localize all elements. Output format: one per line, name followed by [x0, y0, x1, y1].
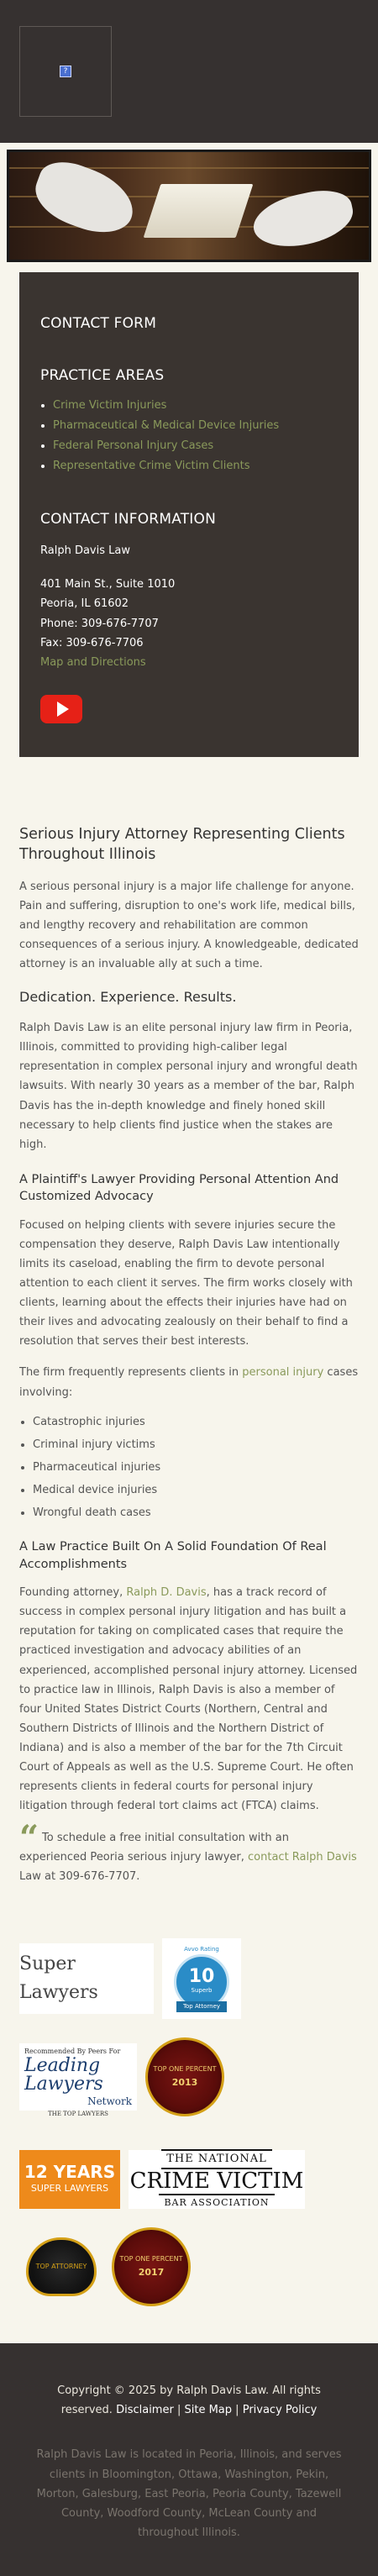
list-item: • Wrongful death cases	[33, 1505, 359, 1522]
paragraph: Founding attorney, Ralph D. Davis, has a track record of success in complex personal injury litigation and has built a reputation for taking on complicated cases that require the practiced investigation and advocacy abilities of an experienced, accomplished personal injury attorney. Licensed to practice law in Illinois, Ralph Davis is also a member of four United States District Courts (Northern, Central and Southern Districts of Illinois and the Northern District of Indiana) and is also a member of the bar for the 7th Circuit Court of Appeals as well as the U.S. Supreme Court. He often represents clients in federal courts for personal injury litigation through federal tort claims act (FTCA) claims.	[19, 1586, 358, 1813]
disclaimer-link[interactable]: Disclaimer	[116, 2403, 174, 2416]
practice-area-link[interactable]: Pharmaceutical & Medical Device Injuries	[53, 418, 280, 432]
badge-row	[19, 2227, 359, 2306]
hero-banner	[0, 143, 378, 272]
paragraph: The firm frequently represents clients in personal injury cases involving:	[19, 1366, 359, 1399]
top-one-percent-badge[interactable]: TOP ONE PERCENT 2013	[145, 2037, 224, 2116]
copyright: Copyright © 2025 by Ralph Davis Law. All rights reserved. Disclaimer | Site Map | Privacy Policy	[57, 2384, 321, 2416]
attorney-profile-link[interactable]: Ralph D. Davis	[126, 1586, 207, 1599]
site-header	[0, 0, 378, 143]
broken-image-icon: ?	[60, 66, 71, 77]
practice-areas-list	[40, 397, 338, 476]
youtube-icon[interactable]	[40, 695, 82, 723]
address-line: 401 Main St., Suite 1010	[40, 577, 176, 591]
list-item: • Criminal injury victims	[33, 1437, 359, 1454]
privacy-policy-link[interactable]: Privacy Policy	[242, 2403, 318, 2416]
list-item: • Pharmaceutical injuries	[33, 1459, 359, 1476]
section-heading: A Law Practice Built On A Solid Foundation Of Real Accomplishments	[19, 1540, 327, 1571]
avvo-rating-circle: 10 Superb	[174, 1954, 229, 2010]
address-line: Peoria, IL 61602	[40, 597, 129, 611]
contact-info-heading: CONTACT INFORMATION	[40, 511, 216, 528]
quote-icon: “	[19, 1817, 39, 1858]
address-block	[40, 575, 338, 673]
practice-area-link[interactable]: Representative Crime Victim Clients	[53, 460, 250, 473]
practice-area-link[interactable]: Crime Victim Injuries	[53, 398, 167, 412]
book-shape	[144, 184, 254, 238]
sidebar	[19, 272, 359, 757]
phone-number[interactable]: Phone: 309-676-7707	[40, 617, 159, 630]
intro-paragraph: A serious personal injury is a major life challenge for anyone. Pain and suffering, disruption to one's work life, medical bills, and lengthy recovery and rehabilitation are common consequences of a serious injury. A knowledgeable, dedicated attorney is an invaluable ally at such a time.	[19, 880, 359, 971]
paragraph: Ralph Davis Law is an elite personal injury law firm in Peoria, Illinois, committed to providing high-caliber legal representation in complex personal injury and wrongful death lawsuits. With nearly 30 years as a member of the bar, Ralph Davis has the in-depth knowledge and finely honed skill necessary to help clients find justice when the stakes are high.	[19, 1022, 358, 1151]
hand-shape	[249, 184, 358, 255]
super-lawyers-years-badge[interactable]: 12 YEARS SUPER LAWYERS	[19, 2150, 120, 2209]
list-item	[53, 438, 338, 455]
top-one-percent-badge[interactable]: TOP ONE PERCENT 2017	[112, 2227, 191, 2306]
list-item	[53, 458, 338, 475]
badge-row	[19, 1938, 359, 2019]
national-crime-victim-badge[interactable]: THE NATIONAL CRIME VICTIM BAR ASSOCIATION	[129, 2150, 305, 2209]
leading-lawyers-badge[interactable]: Recommended By Peers For Leading Lawyers Network THE TOP LAWYERS	[19, 2043, 137, 2111]
contact-link[interactable]: contact Ralph Davis	[248, 1850, 357, 1864]
section-heading: A Plaintiff's Lawyer Providing Personal Attention And Customized Advocacy	[19, 1172, 339, 1204]
callout-paragraph: “ To schedule a free initial consultation with an experienced Peoria serious injury lawyer, contact Ralph Davis Law at 309-676-7707.	[19, 1817, 357, 1883]
page-title: Serious Injury Attorney Representing Clients Throughout Illinois	[19, 825, 345, 864]
badges-section	[0, 1915, 378, 2306]
paragraph: Focused on helping clients with severe injuries secure the compensation they deserve, Ralph Davis Law intentionally limits its caseload, enabling the firm to devote personal attention to each client it serves. The firm works closely with clients, learning about the effects their injuries have had on their lives and advocating zealously on their behalf to find a resolution that serves their best interests.	[19, 1218, 353, 1348]
case-types-list	[19, 1414, 359, 1522]
footer-service-area: Ralph Davis Law is located in Peoria, Illinois, and serves clients in Bloomington, Ottawa, Washington, Pekin, Morton, Galesburg, East Peoria, Peoria County, Tazewell County, Woodford County, McLean County and throughout Illinois.	[36, 2448, 342, 2539]
list-item	[53, 418, 338, 434]
site-map-link[interactable]: Site Map	[184, 2403, 233, 2416]
personal-injury-link[interactable]: personal injury	[242, 1366, 324, 1380]
main-content	[0, 757, 378, 1915]
section-heading: Dedication. Experience. Results.	[19, 989, 237, 1006]
site-footer	[0, 2343, 378, 2576]
firm-name: Ralph Davis Law	[40, 544, 130, 557]
badge-row	[19, 2037, 359, 2116]
avvo-badge[interactable]: Avvo Rating 10 Superb Top Attorney	[162, 1938, 241, 2019]
list-item: • Medical device injuries	[33, 1482, 359, 1499]
list-item	[53, 397, 338, 414]
list-item: • Catastrophic injuries	[33, 1414, 359, 1431]
contact-form-link[interactable]: CONTACT FORM	[40, 315, 157, 332]
map-directions-link[interactable]: Map and Directions	[40, 656, 146, 670]
attorney-shield-badge[interactable]: TOP ATTORNEY	[19, 2233, 103, 2300]
practice-areas-heading[interactable]: PRACTICE AREAS	[40, 367, 165, 385]
hero-image	[7, 150, 371, 262]
site-logo[interactable]	[19, 26, 112, 117]
badge-row	[19, 2150, 359, 2209]
practice-area-link[interactable]: Federal Personal Injury Cases	[53, 439, 214, 452]
fax-number: Fax: 309-676-7706	[40, 636, 144, 649]
super-lawyers-badge[interactable]: Super Lawyers	[19, 1943, 154, 2014]
